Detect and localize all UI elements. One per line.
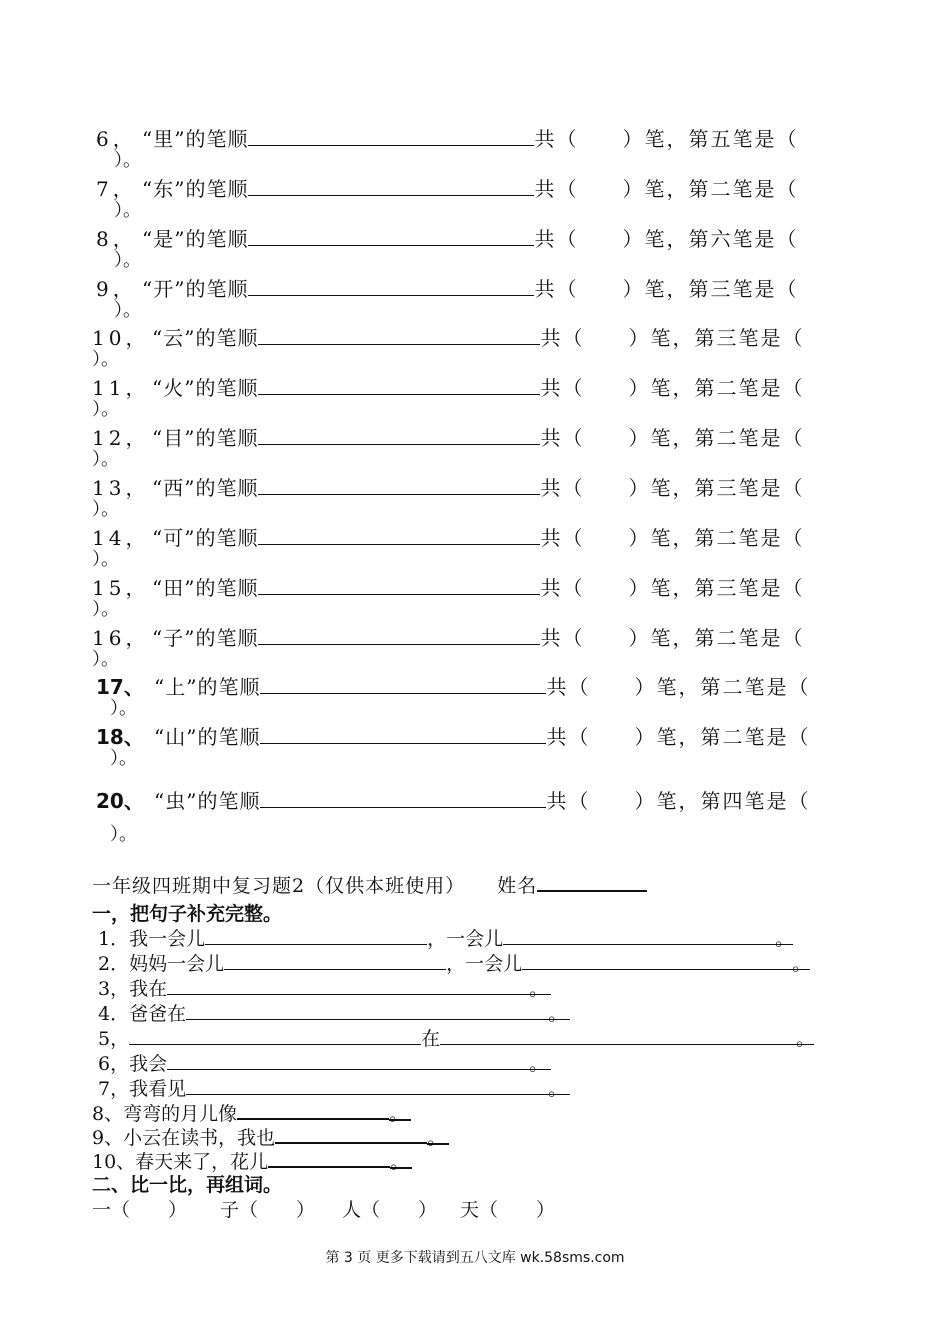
row-number: 16， [92,626,150,650]
row-continuation: ）。 [92,499,119,520]
row-quote: “虫”的笔顺 [154,789,261,813]
stroke-order-row [96,173,798,202]
stroke-order-row [96,721,810,750]
sentence-10: 10、春天来了，花儿 。 [92,1146,412,1174]
row-number: 6， [96,127,137,151]
row-continuation: ）。 [114,300,141,321]
section1-title: 一，把句子补充完整。 [92,903,283,925]
row-quote: “田”的笔顺 [152,576,259,600]
sentence-3: 3，我在 。 [98,974,551,1001]
row-question: 共（ ）笔，第三笔是（ [540,476,805,500]
row-question: 共（ ）笔，第五笔是（ [534,127,799,151]
page-footer: 第 3 页 更多下载请到五八文库 wk.58sms.com [325,1250,625,1266]
name-label: 姓名 [497,875,538,897]
row-quote: “里”的笔顺 [142,127,249,151]
row-continuation: ）。 [110,824,137,845]
row-continuation: ）。 [110,748,137,769]
row-quote: “子”的笔顺 [152,626,259,650]
sentence-1-blank-2[interactable] [503,924,775,945]
row-question: 共（ ）笔，第三笔是（ [540,576,805,600]
stroke-order-row [96,671,810,700]
row-question: 共（ ）笔，第三笔是（ [540,326,805,350]
row-quote: “是”的笔顺 [142,227,249,251]
row-quote: “目”的笔顺 [152,426,259,450]
stroke-order-blank[interactable] [248,175,534,196]
sentence-6-blank[interactable] [167,1049,529,1070]
stroke-order-row [92,422,804,451]
sentence-4: 4．爸爸在 。 [98,999,570,1026]
row-quote: “可”的笔顺 [152,526,259,550]
stroke-order-row [96,123,798,152]
stroke-order-blank[interactable] [260,673,546,694]
section2-title: 二、比一比，再组词。 [92,1174,283,1196]
sentence-9-blank[interactable] [275,1122,427,1144]
exam-title [92,870,647,898]
sentence-8-blank[interactable] [237,1098,389,1120]
sentence-5-blank-1[interactable] [129,1024,421,1045]
row-quote: “上”的笔顺 [154,675,261,699]
compare-row [92,1195,580,1222]
stroke-order-blank[interactable] [258,474,540,495]
row-continuation: ）。 [92,599,119,620]
exam-title-text: 一年级四班期中复习题2（仅供本班使用） [92,875,466,897]
sentence-5: 5， 在 。 [98,1024,814,1051]
sentence-7: 7，我看见 。 [98,1074,570,1101]
row-question: 共（ ）笔，第二笔是（ [540,376,805,400]
stroke-order-row [92,472,804,501]
stroke-order-row [96,223,798,252]
compare-word-3: 人（ ） [342,1199,438,1221]
stroke-order-blank[interactable] [258,324,540,345]
row-question: 共（ ）笔，第二笔是（ [540,526,805,550]
stroke-order-row [92,372,804,401]
sentence-8: 8、弯弯的月儿像 。 [92,1098,411,1126]
compare-word-2: 子（ ） [220,1199,316,1221]
row-number: 7， [96,177,137,201]
sentence-2-blank-1[interactable] [224,949,446,970]
row-continuation: ）。 [92,349,119,370]
sentence-1-blank-1[interactable] [205,924,427,945]
row-continuation: ）。 [114,200,141,221]
stroke-order-row [92,322,804,351]
sentence-5-blank-2[interactable] [440,1024,796,1045]
row-quote: “开”的笔顺 [142,277,249,301]
sentence-2: 2．妈妈一会儿 ，一会儿 。 [98,949,810,976]
row-number: 13， [92,476,150,500]
stroke-order-blank[interactable] [258,374,540,395]
stroke-order-row [96,785,810,814]
row-number: 17、 [96,675,144,699]
stroke-order-blank[interactable] [258,424,540,445]
stroke-order-blank[interactable] [258,524,540,545]
row-question: 共（ ）笔，第二笔是（ [540,426,805,450]
sentence-9: 9、小云在读书，我也 。 [92,1122,449,1150]
sentence-1: 1．我一会儿 ，一会儿 。 [98,924,793,951]
stroke-order-blank[interactable] [258,574,540,595]
row-continuation: ）。 [114,150,141,171]
sentence-7-blank[interactable] [186,1074,548,1095]
row-quote: “西”的笔顺 [152,476,259,500]
row-number: 8， [96,227,137,251]
row-continuation: ）。 [110,698,137,719]
row-continuation: ）。 [114,250,141,271]
stroke-order-blank[interactable] [248,125,534,146]
stroke-order-blank[interactable] [248,225,534,246]
sentence-2-blank-2[interactable] [522,949,792,970]
row-question: 共（ ）笔，第二笔是（ [546,725,811,749]
sentence-3-blank[interactable] [167,974,529,995]
stroke-order-blank[interactable] [248,275,534,296]
stroke-order-row [96,273,798,302]
row-continuation: ）。 [92,449,119,470]
row-number: 18、 [96,725,144,749]
row-continuation: ）。 [92,649,119,670]
name-input[interactable] [537,870,647,892]
compare-word-4: 天（ ） [460,1199,556,1221]
row-quote: “山”的笔顺 [154,725,261,749]
row-question: 共（ ）笔，第三笔是（ [534,277,799,301]
stroke-order-blank[interactable] [260,787,546,808]
row-number: 11， [92,376,150,400]
row-number: 14， [92,526,150,550]
row-number: 9， [96,277,137,301]
stroke-order-row [92,622,804,651]
row-quote: “云”的笔顺 [152,326,259,350]
row-continuation: ）。 [92,399,119,420]
row-number: 20、 [96,789,144,813]
row-number: 15， [92,576,150,600]
row-number: 12， [92,426,150,450]
stroke-order-row [92,572,804,601]
row-question: 共（ ）笔，第二笔是（ [540,626,805,650]
row-question: 共（ ）笔，第二笔是（ [546,675,811,699]
row-question: 共（ ）笔，第二笔是（ [534,177,799,201]
stroke-order-blank[interactable] [258,624,540,645]
row-quote: “火”的笔顺 [152,376,259,400]
row-quote: “东”的笔顺 [142,177,249,201]
sentence-4-blank[interactable] [186,999,548,1020]
row-number: 10， [92,326,150,350]
row-question: 共（ ）笔，第六笔是（ [534,227,799,251]
stroke-order-row [92,522,804,551]
row-continuation: ）。 [92,549,119,570]
sentence-6: 6，我会 。 [98,1049,551,1076]
compare-word-1: 一（ ） [92,1199,188,1221]
row-question: 共（ ）笔，第四笔是（ [546,789,811,813]
stroke-order-blank[interactable] [260,723,546,744]
sentence-10-blank[interactable] [268,1146,390,1168]
